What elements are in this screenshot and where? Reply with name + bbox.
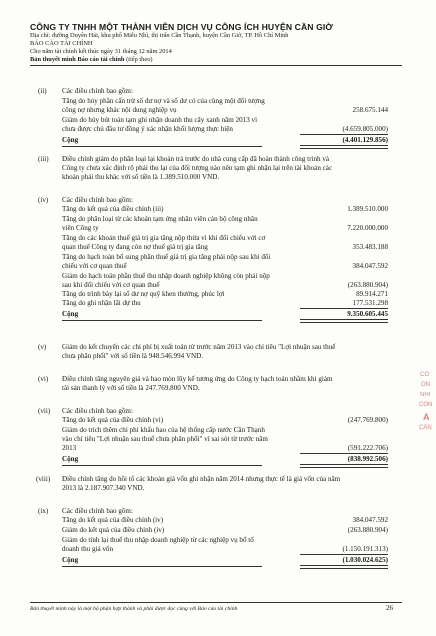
item-iii-line: Điều chỉnh giảm do phân loại lại khoản trả trước do nhà cung cấp đã hoàn thành công trình và	[62, 155, 330, 163]
item-v-line: Giảm do kết chuyển các chi phí bị xuất toán từ trước năm 2013 vào chỉ tiêu "Lợi nhuận sau thuế	[62, 343, 336, 351]
item-ix-line: Tăng do kết quả của điều chỉnh (iv)	[62, 516, 164, 524]
report-title: BÁO CÁO TÀI CHÍNH	[30, 40, 93, 47]
item-iv-line: Tăng do các khoản thuế giá trị gia tăng nộp thừa vì khi đối chiếu với cơ	[62, 234, 266, 242]
item-iv-value: (263.880.904)	[347, 281, 388, 289]
item-ix-value: (263.880.904)	[347, 526, 388, 534]
item-iv-line: Tăng do phân loại từ các khoản tạm ứng nhân viên cán bộ công nhân	[62, 215, 258, 223]
item-iv-line: Giảm do hạch toán phần thuế thu nhập doanh nghiệp không còn phải nộp	[62, 272, 270, 280]
item-ix-line: doanh thu giá vốn	[62, 545, 114, 553]
stamp-fragment: CÔN	[419, 402, 433, 408]
item-label-iii: (iii)	[38, 155, 49, 163]
item-vii-line: Giảm do trích thêm chi phí khấu hao của hệ thống cấp nước Cần Thạnh	[62, 426, 265, 434]
item-label-v: (v)	[38, 343, 47, 351]
subtotal-rule	[300, 308, 388, 309]
subtotal-rule	[300, 134, 388, 135]
item-ix-total: (1.030.024.625)	[342, 556, 388, 564]
item-label-vi: (vi)	[38, 375, 49, 383]
item-vi-line: Điều chỉnh tăng nguyên giá và hao mòn lũy kế tương ứng do Công ty hạch toán nhầm khi giảm	[62, 375, 333, 383]
item-iv-total-label: Cộng	[62, 310, 79, 318]
item-iv-value: 353.483.188	[352, 243, 388, 251]
item-ix-title: Các điều chỉnh bao gồm:	[62, 507, 133, 515]
item-ii-title: Các điều chỉnh bao gồm:	[62, 87, 133, 95]
item-iv-total: 9.350.605.445	[347, 310, 388, 318]
page-number: 26	[386, 604, 394, 612]
company-address: Địa chỉ: đường Duyên Hải, khu phố Miễu Nhì, thị trấn Cần Thạnh, huyện Cần Giờ, TP. Hồ Chí Minh	[30, 32, 289, 39]
item-iii-line: Công ty chưa xác định rõ phải thu lại của đối tượng nào nên tạm ghi nhận lại trên tài khoản các	[62, 164, 333, 172]
item-v-line: chưa phân phối" với số tiền là 948.546.994 VND.	[62, 352, 203, 360]
total-double-rule	[300, 464, 388, 468]
total-double-rule	[300, 145, 388, 149]
stamp-fragment: NHI	[420, 392, 431, 398]
item-ii-total-label: Cộng	[62, 136, 79, 144]
item-viii-line: Điều chỉnh tăng do hồi tố các khoản giá vốn ghi nhận năm 2014 nhưng thực tế là giá vốn của năm	[62, 475, 341, 483]
item-iii-line: khoản phải thu khác với số tiền là 1.389.510.000 VND.	[62, 173, 220, 181]
item-label-ii: (ii)	[38, 87, 47, 95]
total-double-rule	[300, 565, 388, 569]
item-label-iv: (iv)	[38, 196, 49, 204]
item-ix-value: 384.047.592	[352, 516, 388, 524]
item-ix-total-label: Cộng	[62, 556, 79, 564]
total-label-rule	[62, 465, 262, 466]
item-iv-line: Tăng do kết quả của điều chỉnh (iii)	[62, 205, 164, 213]
item-iv-title: Các điều chỉnh bao gồm:	[62, 196, 133, 204]
item-vii-line: Tăng do kết quả của điều chỉnh (vi)	[62, 416, 164, 424]
item-iv-value: 177.531.298	[352, 299, 388, 307]
item-ix-value: (1.150.191.313)	[342, 545, 388, 553]
item-iv-value: 384.047.592	[352, 262, 388, 270]
total-label-rule	[62, 146, 262, 147]
section-name: Bản thuyết minh Báo cáo tài chính	[30, 56, 125, 63]
subtotal-rule	[300, 453, 388, 454]
item-ii-total: (4.401.129.856)	[342, 136, 388, 144]
item-iv-value: 7.220.000.000	[347, 224, 388, 232]
item-iv-value: 89.914.271	[356, 290, 388, 298]
item-vii-title: Các điều chỉnh bao gồm:	[62, 407, 133, 415]
footer-rule	[30, 602, 402, 603]
item-iv-line: Tăng do trình bày lại số dư nợ quỹ khen thưởng, phúc lợi	[62, 290, 225, 298]
total-label-rule	[62, 566, 262, 567]
header-rule	[30, 65, 402, 66]
item-vii-value: (591.222.706)	[347, 444, 388, 452]
report-period: Cho năm tài chính kết thúc ngày 31 tháng 12 năm 2014	[30, 48, 172, 55]
item-iv-line: chiếu với cơ quan thuế	[62, 262, 127, 270]
total-double-rule	[300, 319, 388, 323]
item-ii-value: 258.675.144	[352, 106, 388, 114]
total-label-rule	[62, 320, 262, 321]
item-vii-line: 2013	[62, 444, 77, 452]
item-label-ix: (ix)	[38, 507, 49, 515]
item-vii-total-label: Cộng	[62, 455, 79, 463]
item-iv-line: sau khi đối chiếu với cơ quan thuế	[62, 281, 160, 289]
item-ii-line: công nợ nhưng khác nội dung nghiệp vụ	[62, 106, 177, 114]
item-ii-line: Giảm do hủy bút toán tạm ghi nhận doanh thu cây xanh năm 2013 vì	[62, 116, 258, 124]
stamp-fragment: ÔN	[421, 382, 430, 388]
item-iv-line: Tăng do ghi nhận lãi dự thu	[62, 299, 141, 307]
item-iv-line: viên Công ty	[62, 224, 99, 232]
stamp-fragment: CÔ	[420, 372, 429, 378]
section-title	[30, 56, 153, 64]
item-ii-value: (4.659.805.000)	[342, 125, 388, 133]
stamp-fragment: CẦN	[419, 425, 432, 431]
item-ix-line: Giảm do tính lại thuế thu nhập doanh nghiệp từ các nghiệp vụ bổ tố	[62, 536, 254, 544]
item-vii-value: (247.769.800)	[347, 416, 388, 424]
item-ii-line: chưa được chủ đầu tư đồng ý xác nhận khối lượng thực hiện	[62, 125, 233, 133]
item-iv-line: Tăng do hạch toán bổ sung phần thuế giá trị gia tăng phải nộp sau khi đối	[62, 253, 271, 261]
item-ix-line: Giảm do kết quả của điều chỉnh (iv)	[62, 526, 165, 534]
item-iv-line: quan thuế Công ty đang còn nợ thuế giá trị gia tăng	[62, 243, 208, 251]
item-vi-line: tài sản thanh lý với số tiền là 247.769.800 VND.	[62, 384, 200, 392]
item-label-vii: (vii)	[38, 407, 51, 415]
item-vii-total: (838.992.506)	[347, 455, 388, 463]
footer-note: Bản thuyết minh này là một bộ phận hợp thành và phải được đọc cùng với Báo cáo tài chính	[30, 606, 238, 612]
company-name: CÔNG TY TNHH MỘT THÀNH VIÊN DỊCH VỤ CÔNG ÍCH HUYỆN CẦN GIỜ	[30, 22, 333, 32]
section-continued: (tiếp theo)	[126, 56, 153, 63]
item-vii-line: vào chỉ tiêu "Lợi nhuận sau thuế chưa phân phối" vì sai sót từ trước năm	[62, 435, 268, 443]
item-ii-line: Tăng do hủy phần cấn trừ số dư nợ và số dư có của cùng một đối tượng	[62, 97, 265, 105]
item-label-viii: (viii)	[36, 475, 51, 483]
item-viii-line: 2013 là 2.187.907.340 VND.	[62, 484, 145, 492]
item-iv-value: 1.389.510.000	[347, 205, 388, 213]
stamp-fragment: A	[423, 412, 430, 422]
subtotal-rule	[300, 554, 388, 555]
